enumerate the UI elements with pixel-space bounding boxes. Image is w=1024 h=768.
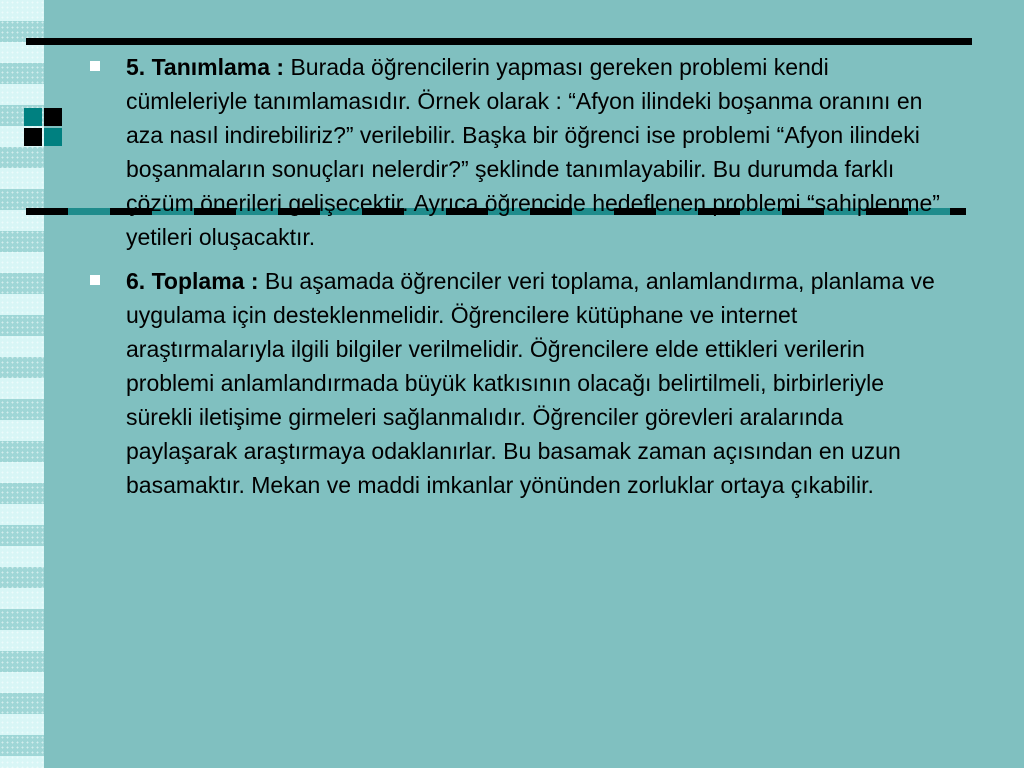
bullet-text: Bu aşamada öğrenciler veri toplama, anlamlandırma, planlama ve uygulama için desteklenmelidir. Öğrencilere kütüphane ve internet araştırmalarıyla ilgili bilgiler verilmelidir. Öğrencilere elde ettikleri verilerin problemi anlamlandırmada büyük katkısının olacağı belirtilmeli, birbirleriyle sürekli iletişime girmeleri sağlanmalıdır. Öğrenciler görevleri aralarında paylaşarak araştırmaya odaklanırlar. Bu basamak zaman açısından en uzun basamaktır. Mekan ve maddi imkanlar yönünden zorluklar ortaya çıkabilir.	[126, 268, 935, 498]
bullet-paragraph	[126, 264, 950, 502]
bullet-item-tanimlama	[90, 50, 950, 254]
bullet-text: Burada öğrencilerin yapması gereken problemi kendi cümleleriyle tanımlamasıdır. Örnek olarak : “Afyon ilindeki boşanma oranını en aza nasıl indirebiliriz?” verilebilir. Başka bir öğrenci ise problemi “Afyon ilindeki boşanmaların sonuçları nelerdir?” şeklinde tanımlayabilir. Bu durumda farklı çözüm önerileri gelişecektir. Ayrıca öğrencide hedeflenen problemi “sahiplenme” yetileri oluşacaktır.	[126, 54, 940, 250]
slide-content	[90, 50, 950, 512]
square-teal	[44, 128, 62, 146]
square-black	[44, 108, 62, 126]
square-teal	[24, 108, 42, 126]
square-bullet-icon	[90, 61, 100, 71]
bullet-item-toplama	[90, 264, 950, 502]
top-rule	[26, 38, 972, 45]
decorative-squares	[24, 108, 62, 146]
bullet-heading: 5. Tanımlama :	[126, 54, 285, 80]
square-black	[24, 128, 42, 146]
bullet-paragraph	[126, 50, 950, 254]
bullet-heading: 6. Toplama :	[126, 268, 259, 294]
square-bullet-icon	[90, 275, 100, 285]
